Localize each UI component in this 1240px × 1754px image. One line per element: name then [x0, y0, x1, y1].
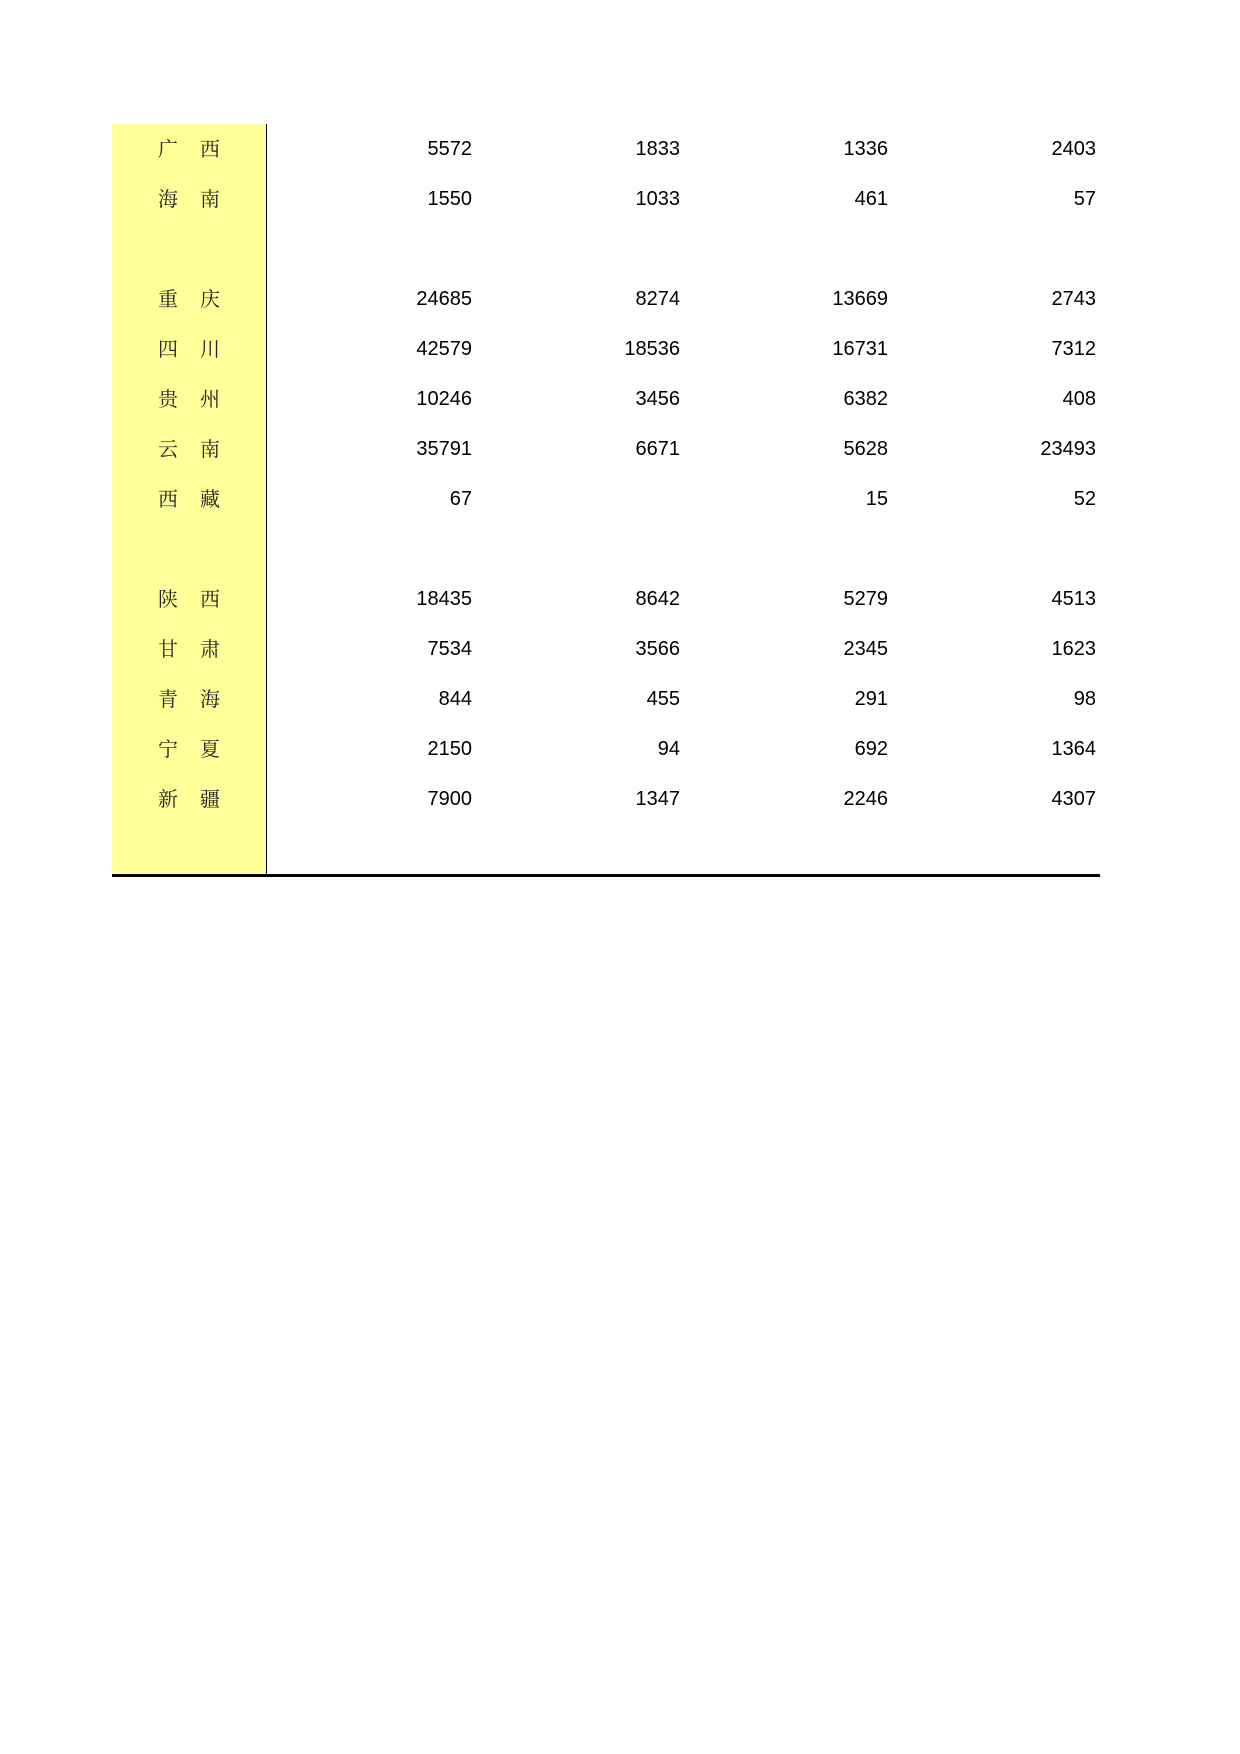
region-name-char: 甘 — [158, 637, 178, 661]
value-cell: 98 — [1073, 688, 1096, 710]
region-name-char: 西 — [158, 487, 178, 511]
region-name — [112, 574, 266, 624]
table-row — [112, 374, 1100, 424]
value-cell: 42579 — [416, 338, 472, 360]
region-name — [112, 424, 266, 474]
region-name-char: 海 — [158, 187, 178, 211]
value-cell: 13669 — [832, 288, 888, 310]
value-cell: 10246 — [416, 388, 472, 410]
region-name-char: 肃 — [200, 637, 220, 661]
value-cell: 291 — [854, 688, 888, 710]
value-cell: 844 — [438, 688, 472, 710]
region-name-char: 陕 — [158, 587, 178, 611]
region-name-char: 新 — [158, 787, 178, 811]
value-cell: 18435 — [416, 588, 472, 610]
region-name-char: 四 — [158, 337, 178, 361]
region-name-char: 夏 — [200, 737, 220, 761]
value-cell: 1033 — [635, 188, 680, 210]
region-name-char: 青 — [158, 687, 178, 711]
table-row — [112, 574, 1100, 624]
value-cell: 23493 — [1040, 438, 1096, 460]
table-row — [112, 174, 1100, 224]
table-row — [112, 424, 1100, 474]
table-row — [112, 474, 1100, 524]
statistics-table — [112, 124, 1100, 878]
value-cell: 35791 — [416, 438, 472, 460]
value-cell: 1623 — [1051, 638, 1096, 660]
value-cell: 5279 — [843, 588, 888, 610]
region-name-char: 南 — [200, 437, 220, 461]
value-cell: 6671 — [635, 438, 680, 460]
value-cell: 7312 — [1051, 338, 1096, 360]
region-name — [112, 124, 266, 174]
table-row — [112, 674, 1100, 724]
region-name — [112, 474, 266, 524]
value-cell: 15 — [865, 488, 888, 510]
value-cell: 408 — [1062, 388, 1096, 410]
region-name — [112, 774, 266, 824]
value-cell: 1336 — [843, 138, 888, 160]
region-name — [112, 724, 266, 774]
value-cell: 52 — [1073, 488, 1096, 510]
region-name-char: 川 — [200, 337, 220, 361]
table-row — [112, 124, 1100, 174]
region-name — [112, 324, 266, 374]
value-cell: 4513 — [1051, 588, 1096, 610]
table-row — [112, 274, 1100, 324]
value-cell: 18536 — [624, 338, 680, 360]
value-cell: 3566 — [635, 638, 680, 660]
region-name-char: 海 — [200, 687, 220, 711]
value-cell — [520, 474, 680, 524]
region-name — [112, 274, 266, 324]
region-name — [112, 624, 266, 674]
value-cell: 2246 — [843, 788, 888, 810]
region-name-char: 州 — [200, 387, 220, 411]
value-cell: 2403 — [1051, 138, 1096, 160]
value-cell: 2150 — [427, 738, 472, 760]
table-row — [112, 724, 1100, 774]
value-cell: 4307 — [1051, 788, 1096, 810]
region-name-char: 庆 — [200, 287, 220, 311]
table-row — [112, 624, 1100, 674]
value-cell: 692 — [854, 738, 888, 760]
value-cell: 5572 — [427, 138, 472, 160]
value-cell: 7900 — [427, 788, 472, 810]
value-cell: 67 — [449, 488, 472, 510]
value-cell: 2345 — [843, 638, 888, 660]
value-cell: 5628 — [843, 438, 888, 460]
value-cell: 1550 — [427, 188, 472, 210]
region-name — [112, 374, 266, 424]
value-cell: 24685 — [416, 288, 472, 310]
value-cell: 461 — [854, 188, 888, 210]
value-cell: 16731 — [832, 338, 888, 360]
value-cell: 3456 — [635, 388, 680, 410]
table-row — [112, 324, 1100, 374]
value-cell: 1347 — [635, 788, 680, 810]
region-name-char: 西 — [200, 587, 220, 611]
region-name-char: 西 — [200, 137, 220, 161]
region-name — [112, 674, 266, 724]
region-name-char: 南 — [200, 187, 220, 211]
value-cell: 2743 — [1051, 288, 1096, 310]
value-cell: 57 — [1073, 188, 1096, 210]
value-cell: 8642 — [635, 588, 680, 610]
region-name-char: 广 — [158, 137, 178, 161]
region-name-char: 藏 — [200, 487, 220, 511]
table-row — [112, 774, 1100, 824]
value-cell: 1364 — [1051, 738, 1096, 760]
value-cell: 7534 — [427, 638, 472, 660]
table-bottom-rule — [112, 874, 1100, 877]
region-name-char: 宁 — [158, 737, 178, 761]
value-cell: 6382 — [843, 388, 888, 410]
region-name-char: 贵 — [158, 387, 178, 411]
region-name-char: 重 — [158, 287, 178, 311]
value-cell: 8274 — [635, 288, 680, 310]
region-name-char: 疆 — [200, 787, 220, 811]
value-cell: 1833 — [635, 138, 680, 160]
region-name-char: 云 — [158, 437, 178, 461]
region-name — [112, 174, 266, 224]
value-cell: 455 — [646, 688, 680, 710]
value-cell: 94 — [657, 738, 680, 760]
